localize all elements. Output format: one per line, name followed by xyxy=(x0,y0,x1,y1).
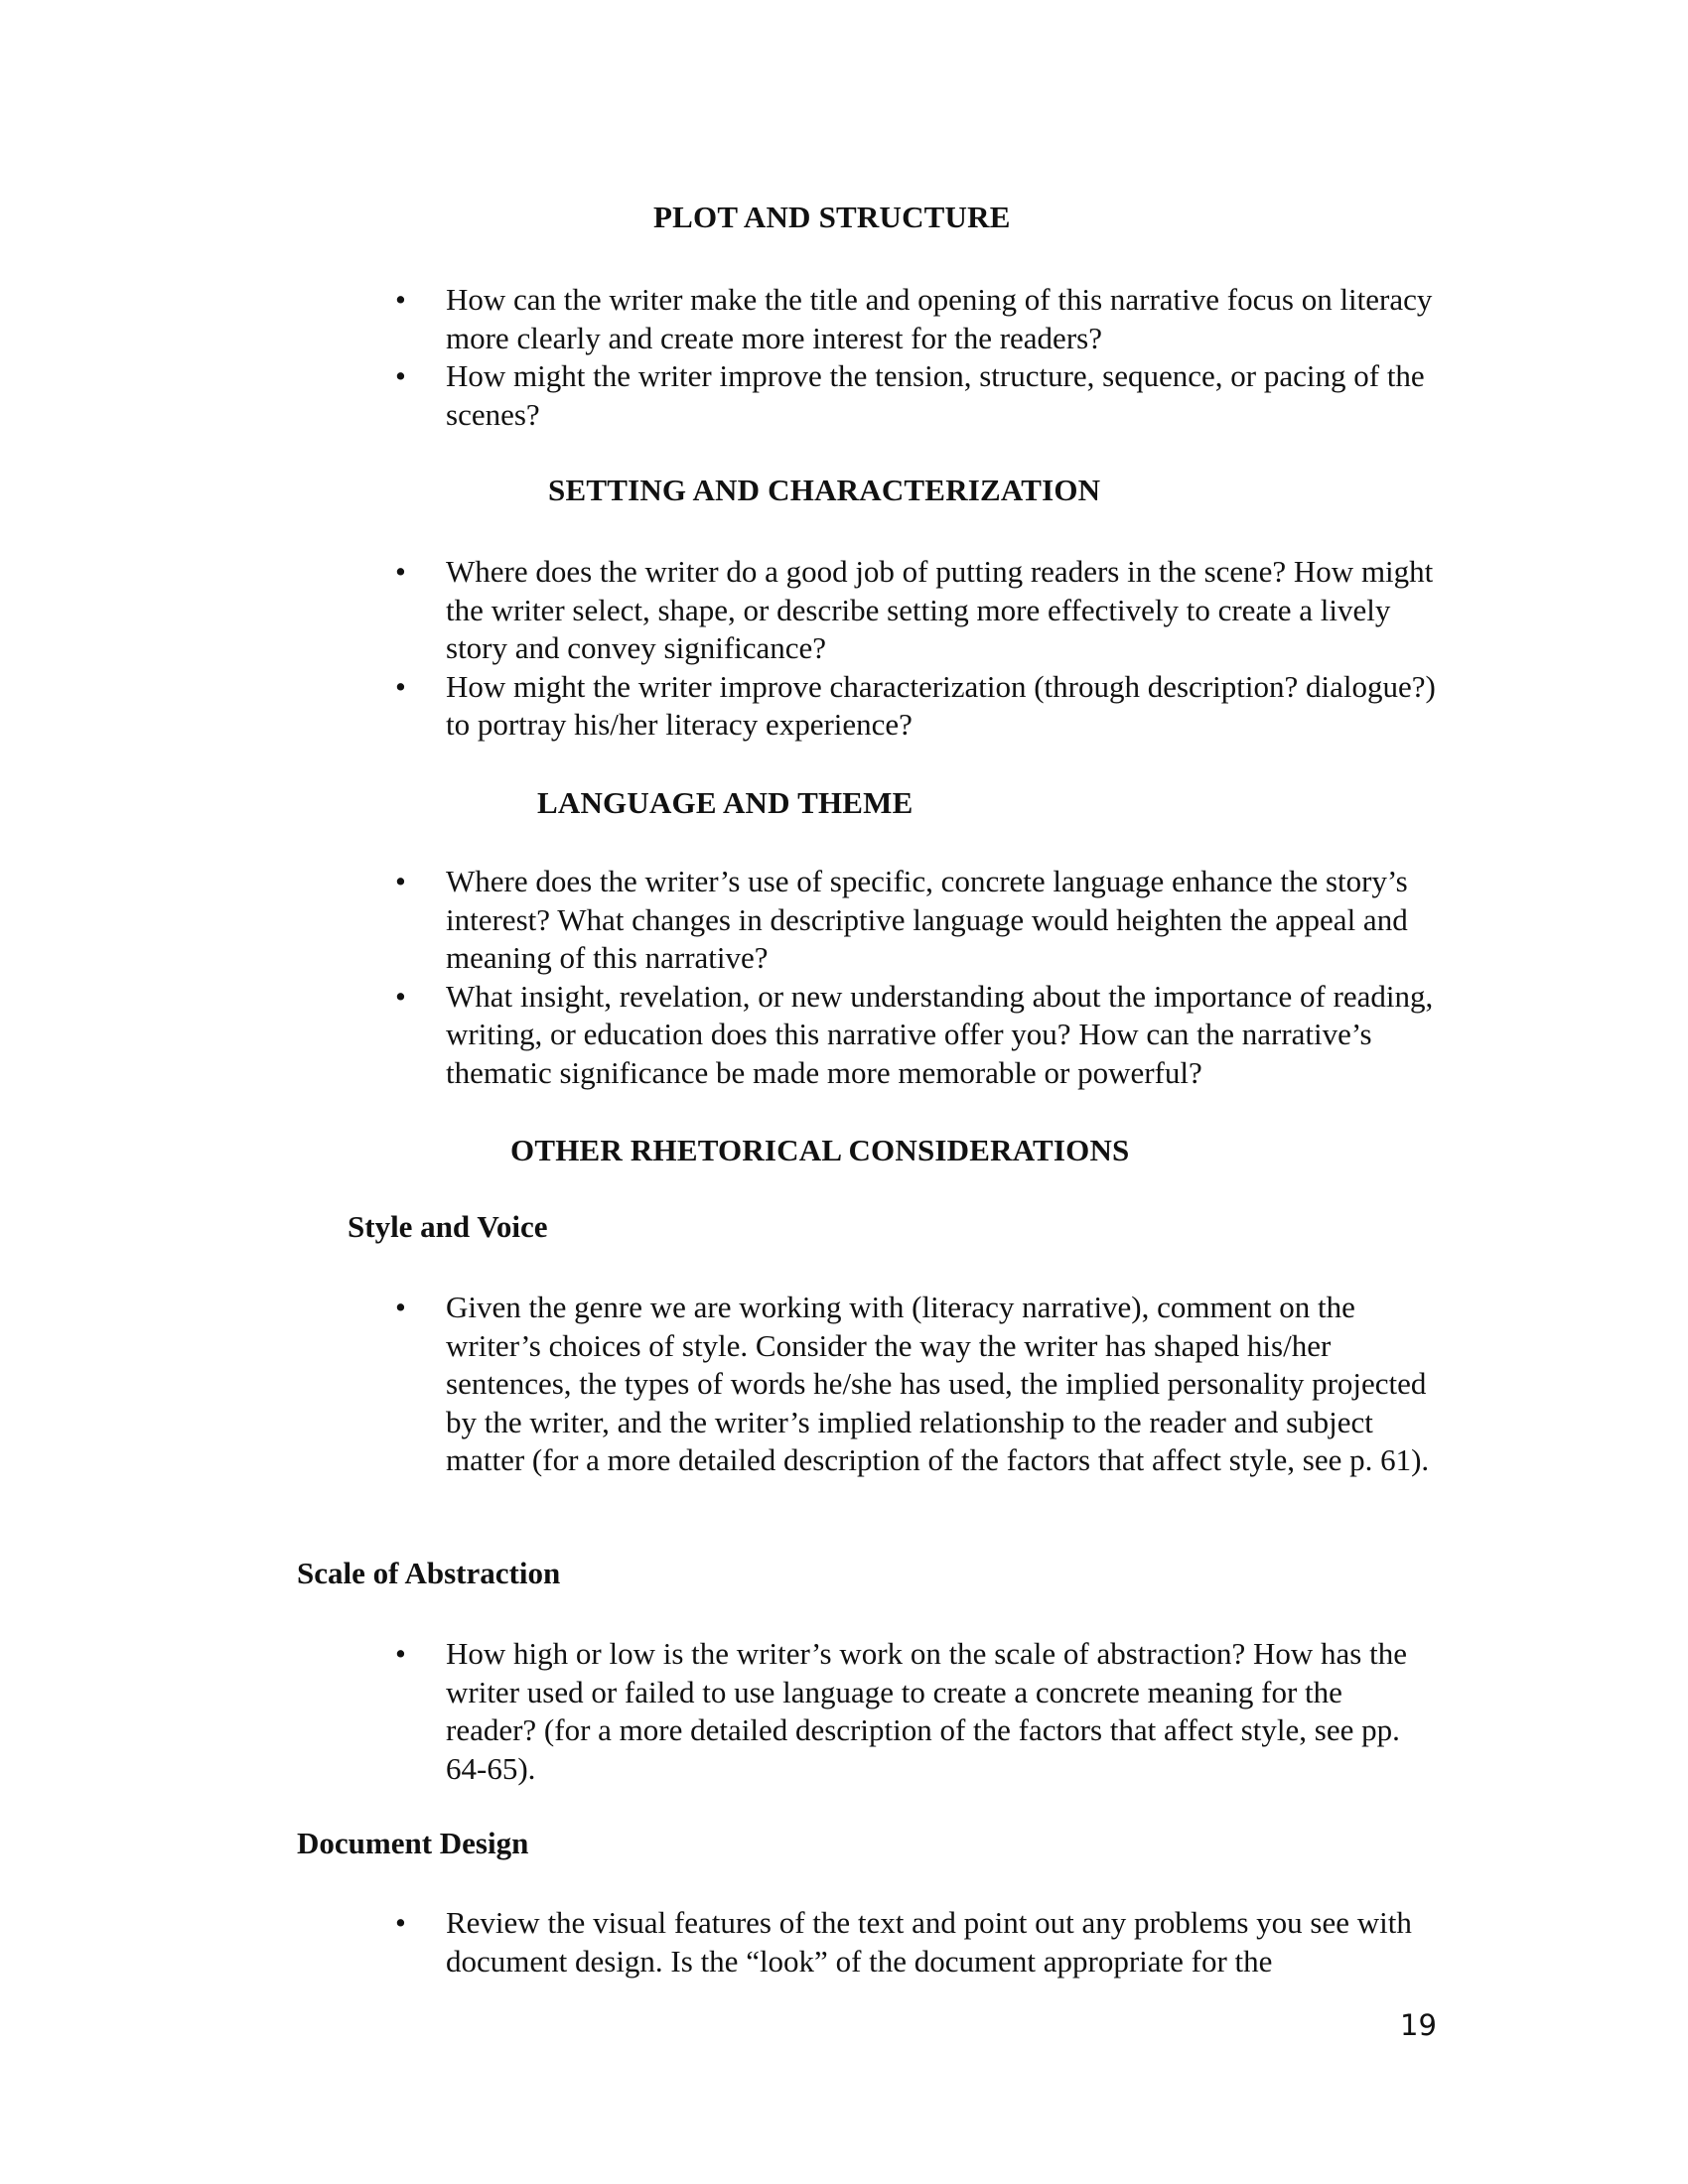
list-item xyxy=(0,863,1439,978)
list-item xyxy=(0,553,1439,668)
page-number: 19 xyxy=(1400,2008,1437,2042)
bullet-list-plot xyxy=(0,281,1688,434)
bullet-text: What insight, revelation, or new understanding about the importance of reading, writing, or education does this narrative offer you? How can the narrative’s thematic significance be made more memorable or powerful? xyxy=(446,978,1434,1090)
list-item xyxy=(0,357,1439,434)
bullet-text: How high or low is the writer’s work on the scale of abstraction? How has the writer used or failed to use language to create a concrete meaning for the reader? (for a more detailed description of the factors that affect style, see pp. 64-65). xyxy=(446,1636,1407,1786)
subheading-style-and-voice: Style and Voice xyxy=(348,1209,548,1244)
section-heading-plot: PLOT AND STRUCTURE xyxy=(653,200,1011,234)
list-item xyxy=(0,1289,1439,1480)
list-item xyxy=(0,668,1439,745)
bullet-icon: • xyxy=(395,554,406,589)
bullet-icon: • xyxy=(395,282,406,317)
bullet-icon: • xyxy=(395,358,406,393)
section-heading-language: LANGUAGE AND THEME xyxy=(537,785,914,820)
bullet-list-abstraction xyxy=(0,1635,1688,1788)
list-item xyxy=(0,281,1439,357)
list-item xyxy=(0,978,1439,1093)
bullet-list-setting xyxy=(0,553,1688,745)
bullet-text: Review the visual features of the text and point out any problems you see with document design. Is the “look” of the document appropriate for the xyxy=(446,1905,1412,1979)
bullet-icon: • xyxy=(395,1290,406,1324)
bullet-text: How might the writer improve characterization (through description? dialogue?) to portray his/her literacy experience? xyxy=(446,668,1436,742)
subheading-scale-of-abstraction: Scale of Abstraction xyxy=(297,1556,561,1590)
list-item xyxy=(0,1635,1439,1788)
section-heading-other: OTHER RHETORICAL CONSIDERATIONS xyxy=(510,1133,1130,1167)
bullet-icon: • xyxy=(395,1905,406,1940)
bullet-list-design xyxy=(0,1904,1688,1980)
bullet-icon: • xyxy=(395,1636,406,1671)
bullet-text: How can the writer make the title and opening of this narrative focus on literacy more clearly and create more interest for the readers? xyxy=(446,282,1433,355)
bullet-text: Where does the writer’s use of specific, concrete language enhance the story’s interest? What changes in descriptive language would heighten the appeal and meaning of this narrative? xyxy=(446,864,1408,975)
bullet-text: Given the genre we are working with (literacy narrative), comment on the writer’s choices of style. Consider the way the writer has shaped his/her sentences, the types of words he/she has used, the implied personality projected by the writer, and the writer’s implied relationship to the reader and subject matter (for a more detailed description of the factors that affect style, see p. 61). xyxy=(446,1290,1430,1477)
bullet-list-language xyxy=(0,863,1688,1092)
bullet-text: How might the writer improve the tension, structure, sequence, or pacing of the scenes? xyxy=(446,358,1425,432)
bullet-icon: • xyxy=(395,978,406,1014)
subheading-document-design: Document Design xyxy=(297,1826,529,1860)
bullet-list-style xyxy=(0,1289,1688,1480)
bullet-text: Where does the writer do a good job of putting readers in the scene? How might the writer select, shape, or describe setting more effectively to create a lively story and convey significance? xyxy=(446,554,1434,665)
bullet-icon: • xyxy=(395,864,406,898)
list-item xyxy=(0,1904,1439,1980)
section-heading-setting: SETTING AND CHARACTERIZATION xyxy=(548,473,1101,507)
bullet-icon: • xyxy=(395,668,406,704)
